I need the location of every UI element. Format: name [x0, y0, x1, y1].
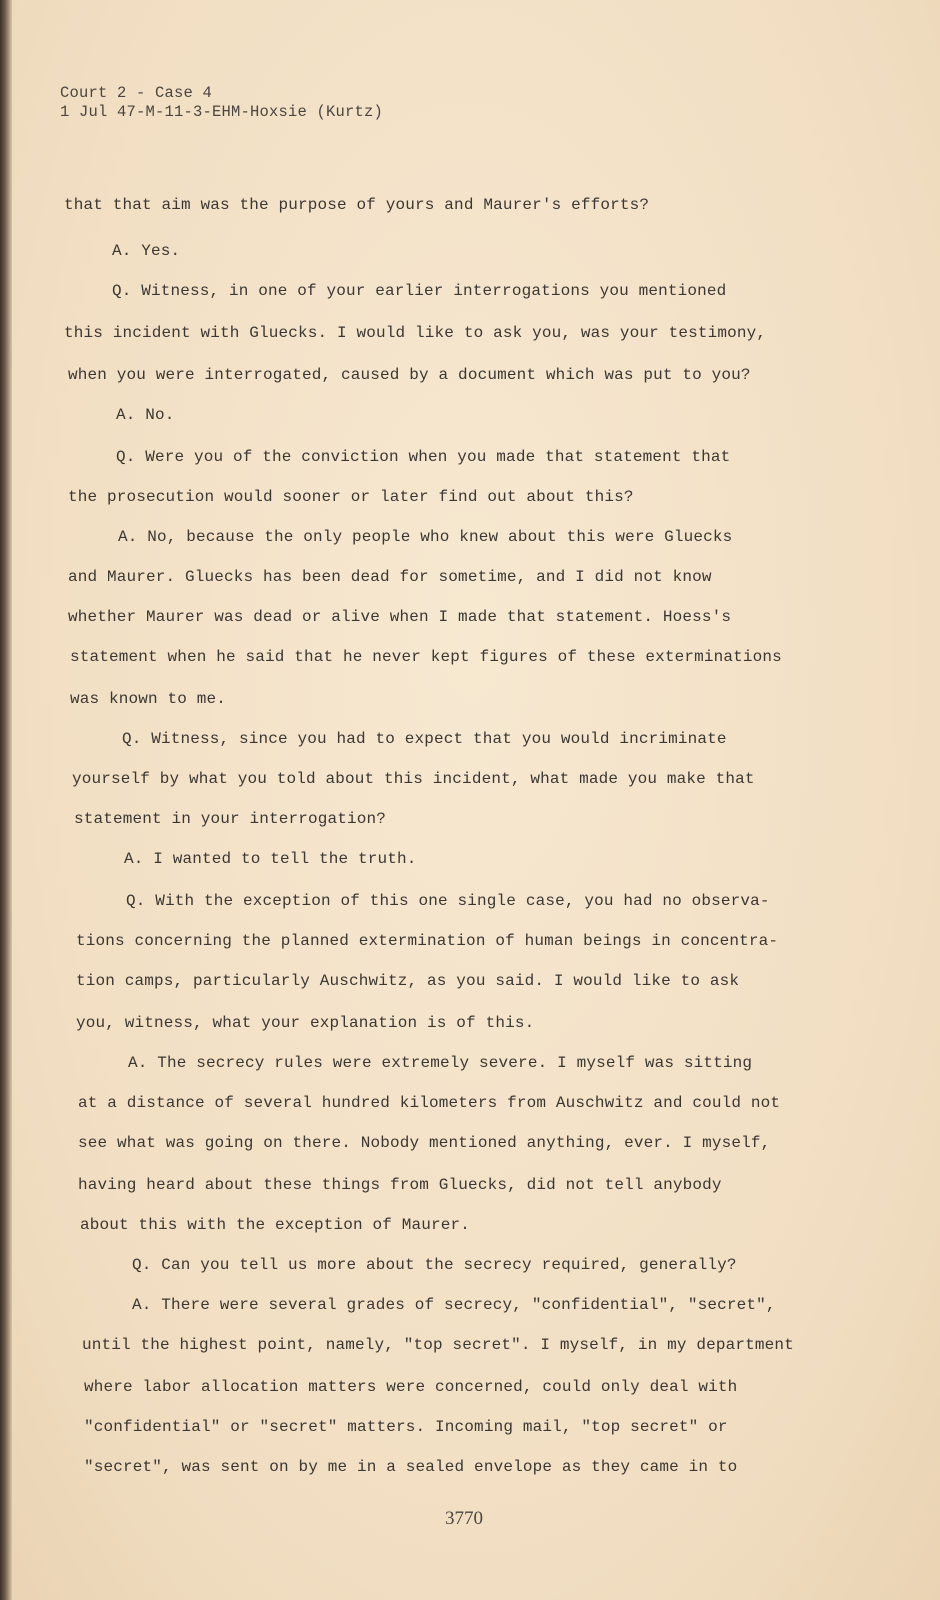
- document-header: [60, 84, 383, 122]
- transcript-line: Q. Can you tell us more about the secrecy required, generally?: [132, 1256, 737, 1274]
- transcript-line: Q. Were you of the conviction when you made that statement that: [116, 448, 731, 466]
- transcript-line: when you were interrogated, caused by a document which was put to you?: [68, 366, 751, 384]
- transcript-line: yourself by what you told about this incident, what made you make that: [72, 770, 755, 788]
- transcript-line: about this with the exception of Maurer.: [80, 1216, 471, 1234]
- transcript-line: you, witness, what your explanation is of this.: [76, 1014, 535, 1032]
- page-number: 3770: [445, 1508, 483, 1529]
- transcript-line: "secret", was sent on by me in a sealed envelope as they came in to: [84, 1458, 738, 1476]
- transcript-line: A. No.: [116, 406, 175, 424]
- transcript-line: the prosecution would sooner or later find out about this?: [68, 488, 634, 506]
- transcript-line: A. There were several grades of secrecy, "confidential", "secret",: [132, 1296, 776, 1314]
- transcript-line: Q. Witness, since you had to expect that you would incriminate: [122, 730, 727, 748]
- transcript-line: statement when he said that he never kept figures of these exterminations: [70, 648, 782, 666]
- transcript-line: A. The secrecy rules were extremely severe. I myself was sitting: [128, 1054, 753, 1072]
- transcript-line: this incident with Gluecks. I would like to ask you, was your testimony,: [64, 324, 767, 342]
- transcript-line: that that aim was the purpose of yours and Maurer's efforts?: [64, 196, 650, 214]
- transcript-line: tions concerning the planned extermination of human beings in concentra-: [76, 932, 779, 950]
- transcript-line: A. I wanted to tell the truth.: [124, 850, 417, 868]
- transcript-line: Q. With the exception of this one single case, you had no observa-: [126, 892, 770, 910]
- transcript-line: was known to me.: [70, 690, 227, 708]
- transcript-line: "confidential" or "secret" matters. Incoming mail, "top secret" or: [84, 1418, 728, 1436]
- transcript-line: Q. Witness, in one of your earlier interrogations you mentioned: [112, 282, 727, 300]
- transcript-line: until the highest point, namely, "top secret". I myself, in my department: [82, 1336, 794, 1354]
- transcript-line: where labor allocation matters were concerned, could only deal with: [84, 1378, 738, 1396]
- transcript-line: and Maurer. Gluecks has been dead for sometime, and I did not know: [68, 568, 712, 586]
- transcript-line: A. Yes.: [112, 242, 181, 260]
- transcript-line: A. No, because the only people who knew about this were Gluecks: [118, 528, 733, 546]
- transcript-line: see what was going on there. Nobody mentioned anything, ever. I myself,: [78, 1134, 771, 1152]
- transcript-line: statement in your interrogation?: [74, 810, 387, 828]
- transcript-line: whether Maurer was dead or alive when I made that statement. Hoess's: [68, 608, 732, 626]
- header-date-line: 1 Jul 47-M-11-3-EHM-Hoxsie (Kurtz): [60, 103, 384, 121]
- page-edge-shadow: [0, 0, 12, 1600]
- header-case-line: Court 2 - Case 4: [60, 84, 213, 102]
- transcript-line: tion camps, particularly Auschwitz, as you said. I would like to ask: [76, 972, 740, 990]
- transcript-line: having heard about these things from Gluecks, did not tell anybody: [78, 1176, 722, 1194]
- transcript-line: at a distance of several hundred kilometers from Auschwitz and could not: [78, 1094, 781, 1112]
